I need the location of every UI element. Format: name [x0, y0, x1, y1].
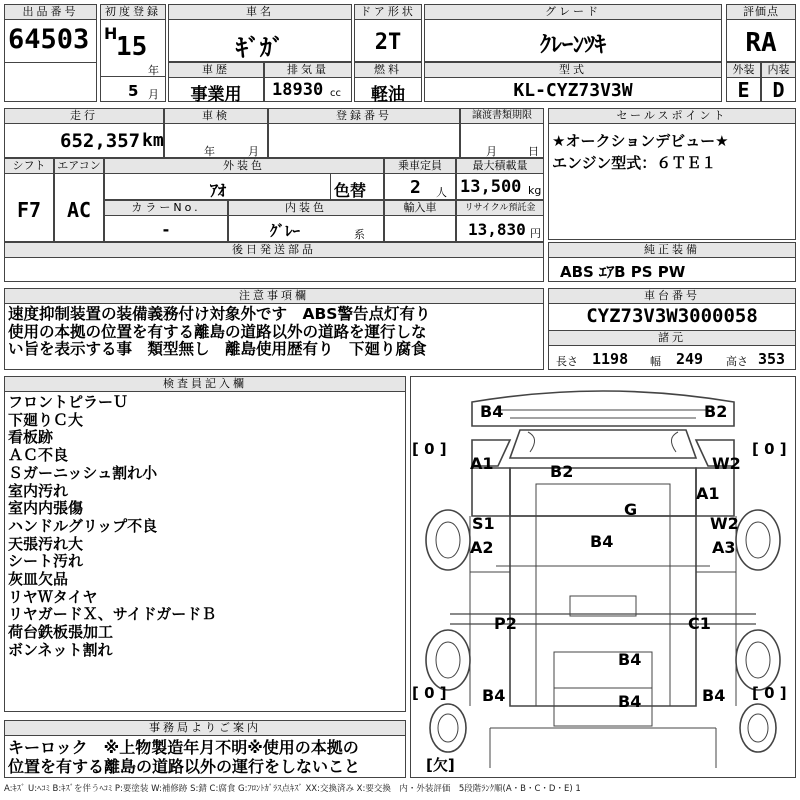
length-label: 長さ: [556, 355, 578, 368]
door-type: 2T: [374, 30, 402, 55]
int-color-unit: 系: [354, 228, 365, 241]
rear-left-wheel: [426, 630, 470, 690]
inspector-text: フロントピラーＵ 下廻りＣ大 看板跡 ＡＣ不良 Ｓガーニッシュ割れ小 室内汚れ 室内内張傷 ハンドルグリップ不良 天張汚れ大 シート汚れ 灰皿欠品 リヤＷタイヤ リヤガードＸ、サイドガードＢ 荷台鉄板張加工 ボンネット割れ: [8, 393, 217, 659]
sales-line1: ★オークションデビュー★: [552, 132, 729, 150]
mark-s1: S1: [472, 514, 495, 533]
ac-label: エアコン: [54, 158, 104, 174]
car-name-label: 車名: [168, 4, 352, 20]
int-color: ｸﾞﾚｰ: [270, 222, 301, 240]
interior-grade: D: [772, 78, 785, 102]
inspection-label: 車検: [164, 108, 268, 124]
divider: [100, 76, 166, 77]
legend: A:ｷｽﾞ U:ﾍｺﾐ B:ｷｽﾞを伴うﾍｺﾐ P:要塗装 W:補修跡 S:錆 C:腐食 G:ﾌﾛﾝﾄｶﾞﾗｽ点ｷｽﾞ XX:交換済み X:要交換 内・外装評価 5段階ﾗﾝｸ順(A・B・C・D・E) 1: [4, 784, 581, 794]
insp-year-unit: 年: [204, 145, 215, 158]
model-label: 型式: [424, 62, 722, 78]
mark-b4-center: B4: [590, 532, 614, 551]
color: ｱｵ: [209, 181, 226, 200]
equipment: ABS ｴｱB PS PW: [560, 263, 686, 281]
spare-wheel: [430, 704, 466, 752]
era: H: [104, 24, 118, 43]
insp-month-unit: 月: [248, 145, 259, 158]
length: 1198: [592, 350, 629, 368]
interior-label: 内装: [761, 62, 796, 78]
fuel: 軽油: [371, 85, 405, 105]
reg-number-label: 登録番号: [268, 108, 460, 124]
mark-b2-tr: B2: [704, 402, 728, 421]
reg-month: 5: [128, 82, 139, 100]
mark-b4-low: B4: [618, 650, 642, 669]
mark-p2: P2: [494, 614, 517, 633]
mark-b4-bottom-left: B4: [482, 686, 506, 705]
lot-label: 出品番号: [4, 4, 97, 20]
height-label: 高さ: [726, 355, 748, 368]
mark-w2-right-2: W2: [710, 514, 739, 533]
cab-roof-outline: [472, 391, 734, 426]
ac: AC: [66, 198, 92, 222]
car-name: ｷﾞｶﾞ: [236, 34, 284, 62]
dims-label: 諸元: [548, 330, 796, 346]
notes-label: 注意事項欄: [4, 288, 544, 304]
load: 13,500: [460, 177, 522, 197]
width: 249: [676, 350, 704, 368]
mark-a1-left: A1: [470, 454, 494, 473]
grade-label: グレード: [424, 4, 722, 20]
exterior-label: 外装: [726, 62, 761, 78]
exterior-grade: E: [737, 78, 750, 102]
year-unit: 年: [148, 64, 159, 77]
mark-a3: A3: [712, 538, 736, 557]
equip-label: 純正装備: [548, 242, 796, 258]
recycle: 13,830: [468, 220, 526, 239]
month-unit: 月: [148, 88, 159, 101]
sales-box: [548, 108, 796, 240]
door-label: ドア形状: [354, 4, 422, 20]
truck-diagram: [410, 376, 796, 778]
transfer-label: 譲渡書類期限: [460, 108, 544, 124]
capacity-unit: 人: [436, 186, 447, 199]
chassis-label: 車台番号: [548, 288, 796, 304]
later-parts-label: 後日発送部品: [4, 242, 544, 258]
model: KL-CYZ73V3W: [513, 80, 633, 101]
transfer-month-unit: 月: [486, 145, 497, 158]
tire-depth-rear-left: [ 0 ]: [412, 684, 447, 702]
mark-a1-right: A1: [696, 484, 720, 503]
color-change: 色替: [334, 181, 367, 200]
capacity: 2: [410, 177, 421, 198]
mark-b4-bottom-right: B4: [702, 686, 726, 705]
divider: [330, 174, 331, 200]
displacement-unit: cc: [330, 88, 341, 99]
front-left-wheel: [426, 510, 470, 570]
mark-g: G: [624, 500, 638, 519]
chassis-number: CYZ73V3W3000058: [586, 305, 758, 327]
left-door-outline: [472, 468, 510, 516]
first-reg-label: 初度登録: [100, 4, 166, 20]
office-label: 事務局よりご案内: [4, 720, 406, 736]
sales-label: セールスポイント: [548, 108, 796, 124]
mileage-unit: km: [142, 130, 164, 151]
sales-line2: エンジン型式：６ＴＥ１: [552, 154, 717, 172]
height: 353: [758, 350, 786, 368]
tire-depth-front-left: [ 0 ]: [412, 440, 447, 458]
mileage-label: 走行: [4, 108, 164, 124]
score: RA: [745, 28, 777, 58]
mileage: 652,357: [60, 130, 141, 152]
shift: F7: [16, 198, 42, 222]
mark-b2-center: B2: [550, 462, 574, 481]
windshield-outline: [510, 430, 696, 458]
int-color-label: 内装色: [228, 200, 384, 216]
color-no-label: カラーNo.: [104, 200, 228, 216]
capacity-label: 乗車定員: [384, 158, 456, 174]
fuel-label: 燃料: [354, 62, 422, 78]
transfer-day-unit: 日: [528, 145, 539, 158]
notes-text: 速度抑制装置の装備義務付け対象外です ABS警告点灯有り 使用の本拠の位置を有する離島の道路以外の道路を運行しな い旨を表示する事 類型無し 離島使用歴有り 下廻り腐食: [8, 305, 431, 359]
load-unit: kg: [528, 184, 542, 197]
displacement: 18930: [272, 80, 324, 100]
office-text: キーロック ※上物製造年月不明※使用の本拠の 位置を有する離島の道路以外の運行をしないこと: [8, 738, 361, 776]
mark-c1: C1: [688, 614, 711, 633]
history: 事業用: [190, 85, 242, 105]
grade: ｸﾚｰﾝﾂｷ: [539, 33, 606, 58]
mark-a2: A2: [470, 538, 494, 557]
width-label: 幅: [650, 355, 661, 368]
divider: [4, 62, 97, 63]
color-label: 外装色: [104, 158, 384, 174]
tire-depth-rear-right: [ 0 ]: [752, 684, 787, 702]
shift-label: シフト: [4, 158, 54, 174]
spare-tire-status: [欠]: [426, 756, 455, 774]
displacement-label: 排気量: [264, 62, 352, 78]
inspector-label: 検査員記入欄: [4, 376, 406, 392]
lot-number: 64503: [8, 24, 90, 55]
front-right-wheel: [736, 510, 780, 570]
mark-w2-right: W2: [712, 454, 741, 473]
rear-right-wheel: [736, 630, 780, 690]
score-label: 評価点: [726, 4, 796, 20]
load-label: 最大積載量: [456, 158, 544, 174]
tire-depth-front-right: [ 0 ]: [752, 440, 787, 458]
mark-b4-tl: B4: [480, 402, 504, 421]
history-label: 車歴: [168, 62, 264, 78]
reg-year: 15: [116, 32, 148, 62]
recycle-unit: 円: [530, 227, 541, 240]
color-no: -: [162, 220, 170, 239]
import-label: 輸入車: [384, 200, 456, 216]
mark-b4-bottom-center: B4: [618, 692, 642, 711]
recycle-label: リサイクル預託金: [456, 200, 544, 216]
